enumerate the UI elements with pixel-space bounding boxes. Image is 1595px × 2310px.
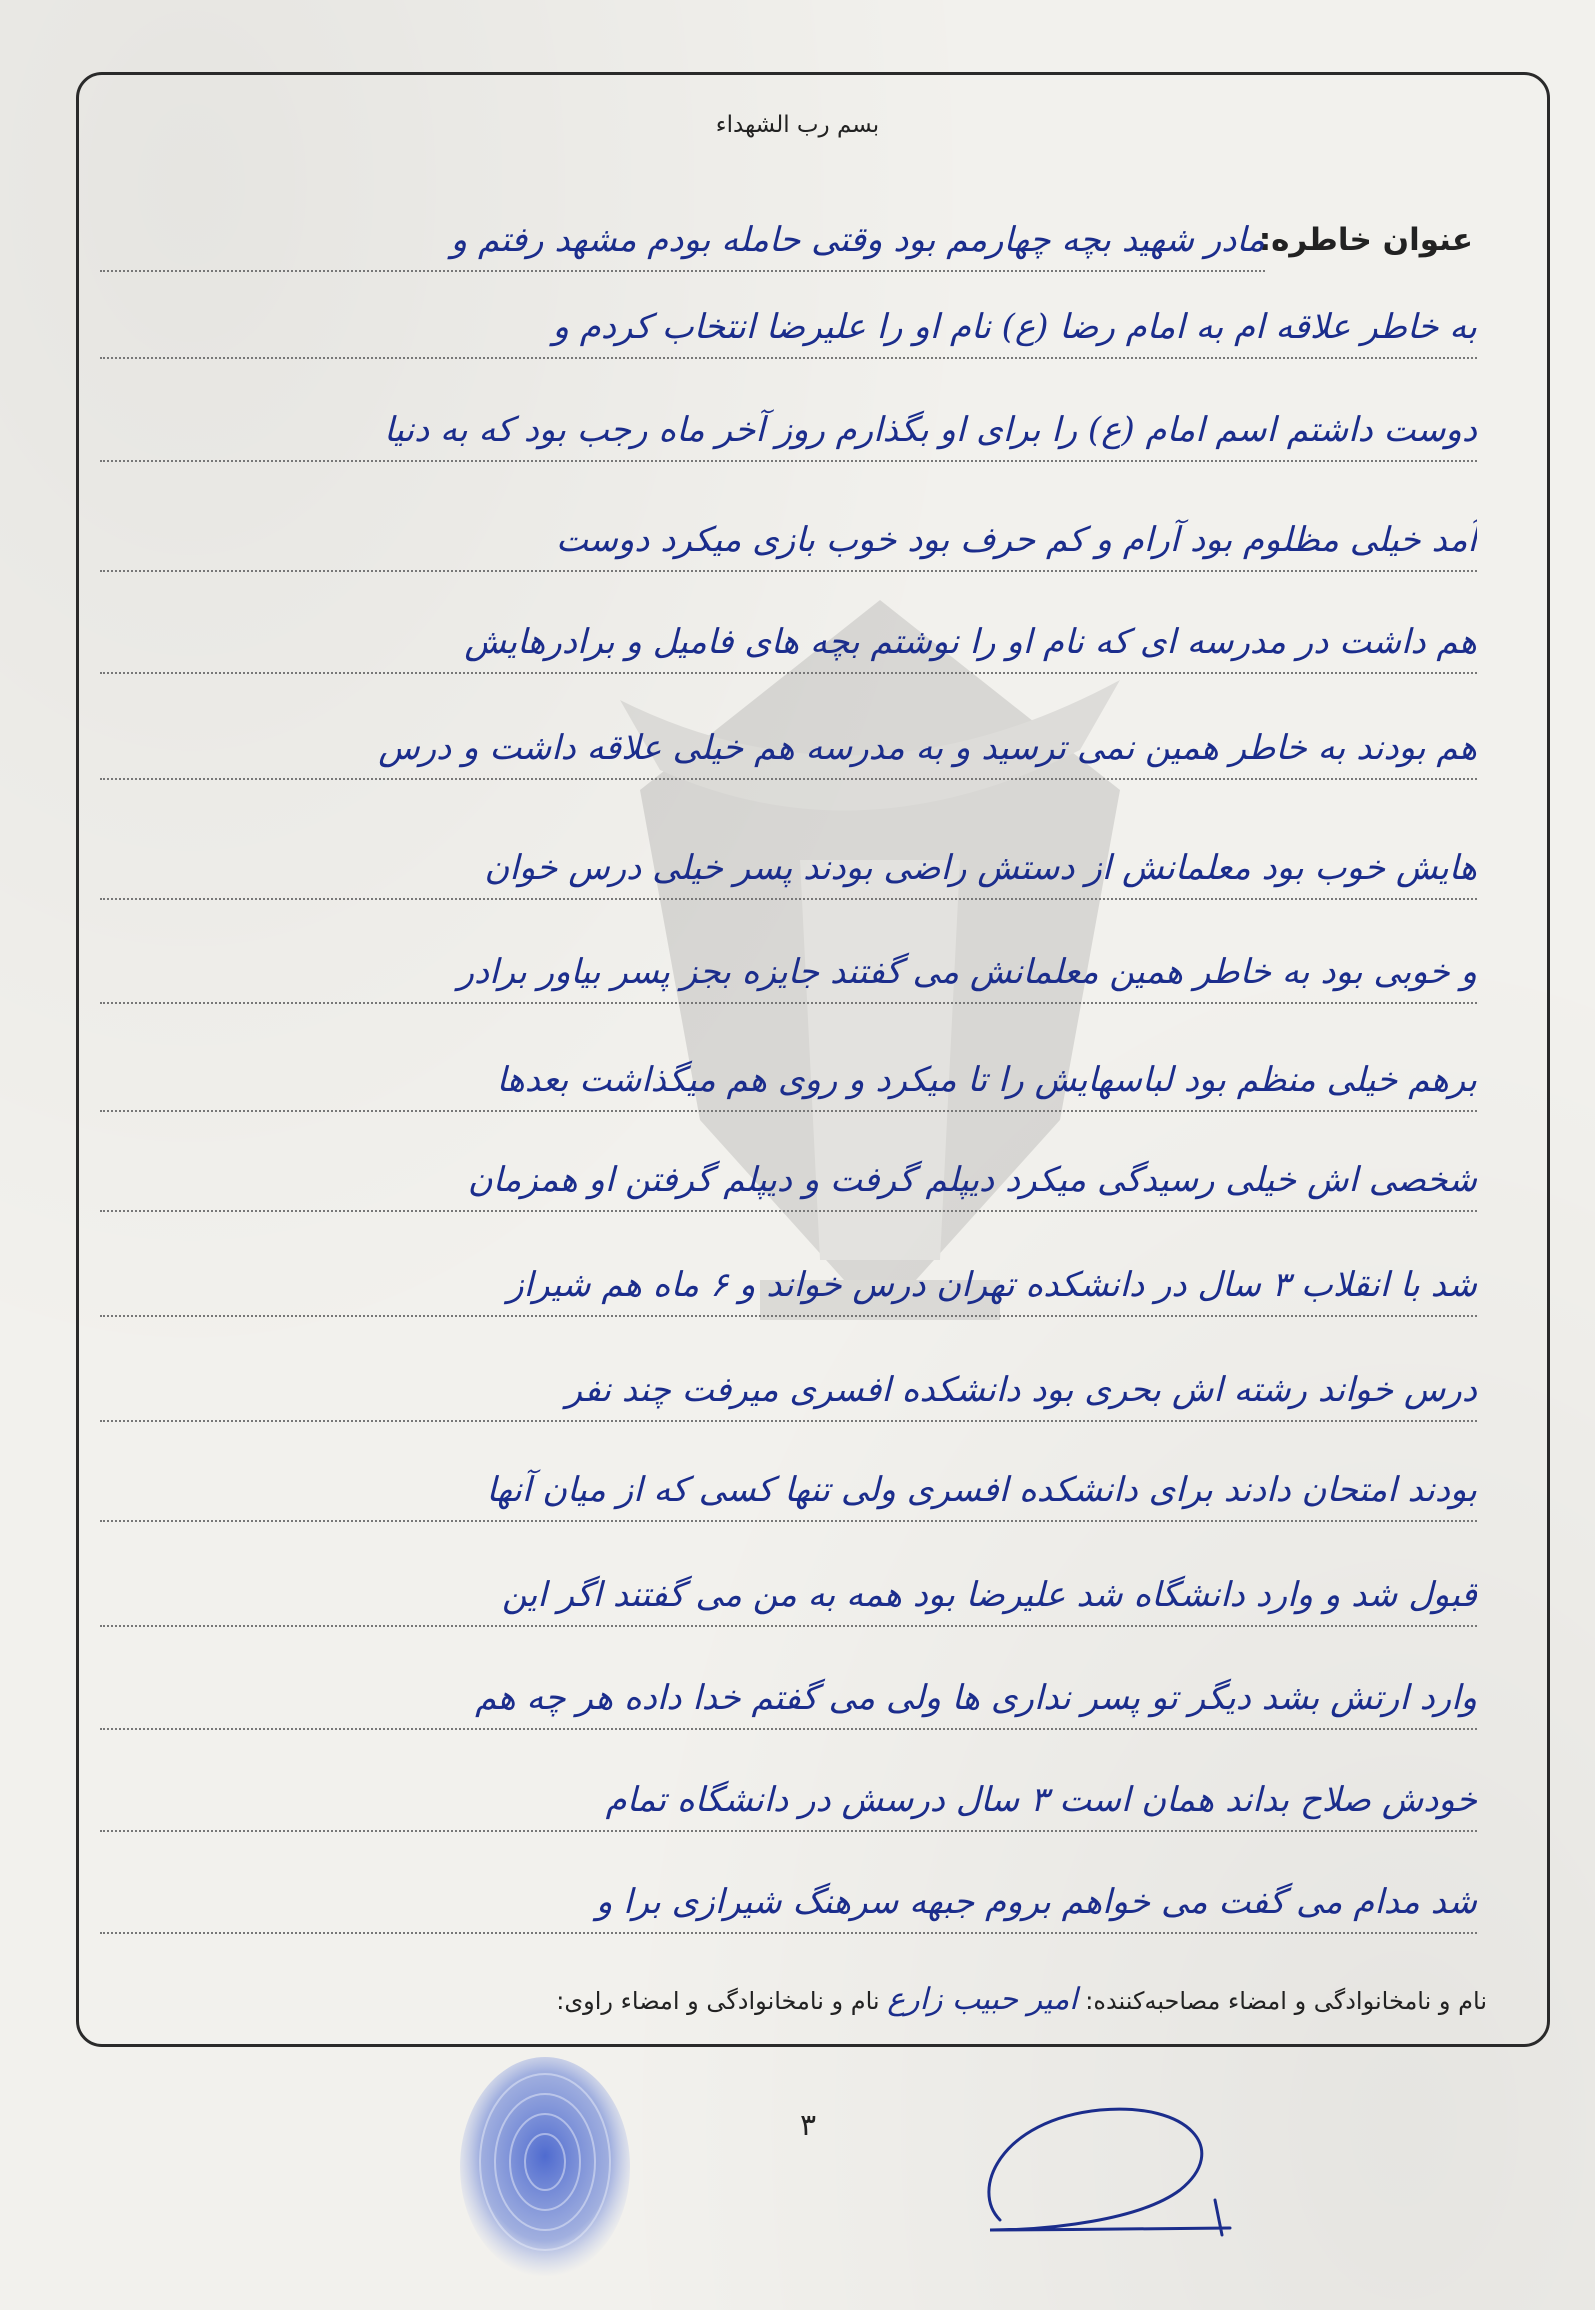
text-line: آمد خیلی مظلوم بود آرام و کم حرف بود خوب بازی میکرد دوست [100,510,1477,572]
text-line: برهم خیلی منظم بود لباسهایش را تا میکرد و روی هم میگذاشت بعدها [100,1050,1477,1112]
text-line: وارد ارتش بشد دیگر تو پسر نداری ها ولی می گفتم خدا داده هر چه هم [100,1668,1477,1730]
signature-icon [960,2080,1250,2250]
page-header: بسم رب الشهداء [715,112,880,138]
text-line: شد با انقلاب ۳ سال در دانشکده تهران درس خواند و ۶ ماه هم شیراز [100,1255,1477,1317]
page-number: ۳ [800,2108,817,2143]
signature-footer [556,1982,1487,2017]
memory-title-label: عنوان خاطره: [1258,222,1473,258]
text-line: درس خواند رشته اش بحری بود دانشکده افسری میرفت چند نفر [100,1360,1477,1422]
narrator-label: نام و نامخانوادگی و امضاء راوی: [556,1987,880,2015]
text-line: هم بودند به خاطر همین نمی ترسید و به مدرسه هم خیلی علاقه داشت و درس [100,718,1477,780]
text-line: دوست داشتم اسم امام (ع) را برای او بگذارم روز آخر ماه رجب بود که به دنیا [100,400,1477,462]
text-line: خودش صلاح بداند همان است ۳ سال درسش در دانشگاه تمام [100,1770,1477,1832]
text-line: شد مدام می گفت می خواهم بروم جبهه سرهنگ شیرازی برا و [100,1872,1477,1934]
interviewer-name: امیر حبیب زارع [887,1982,1078,2017]
text-line: قبول شد و وارد دانشگاه شد علیرضا بود همه به من می گفتند اگر این [100,1565,1477,1627]
text-line: مادر شهید بچه چهارمم بود وقتی حامله بودم مشهد رفتم و [100,210,1265,272]
text-line: به خاطر علاقه ام به امام رضا (ع) نام او را علیرضا انتخاب کردم و [100,297,1477,359]
fingerprint-icon [450,2052,640,2282]
text-line: هم داشت در مدرسه ای که نام او را نوشتم بچه های فامیل و برادرهایش [100,612,1477,674]
text-line: شخصی اش خیلی رسیدگی میکرد دیپلم گرفت و دیپلم گرفتن او همزمان [100,1150,1477,1212]
text-line: بودند امتحان دادند برای دانشکده افسری ولی تنها کسی که از میان آنها [100,1460,1477,1522]
text-line: هایش خوب بود معلمانش از دستش راضی بودند پسر خیلی درس خوان [100,838,1477,900]
interviewer-label: نام و نامخانوادگی و امضاء مصاحبه‌کننده: [1085,1987,1487,2015]
text-line: و خوبی بود به خاطر همین معلمانش می گفتند جایزه بجز پسر بیاور برادر [100,942,1477,1004]
